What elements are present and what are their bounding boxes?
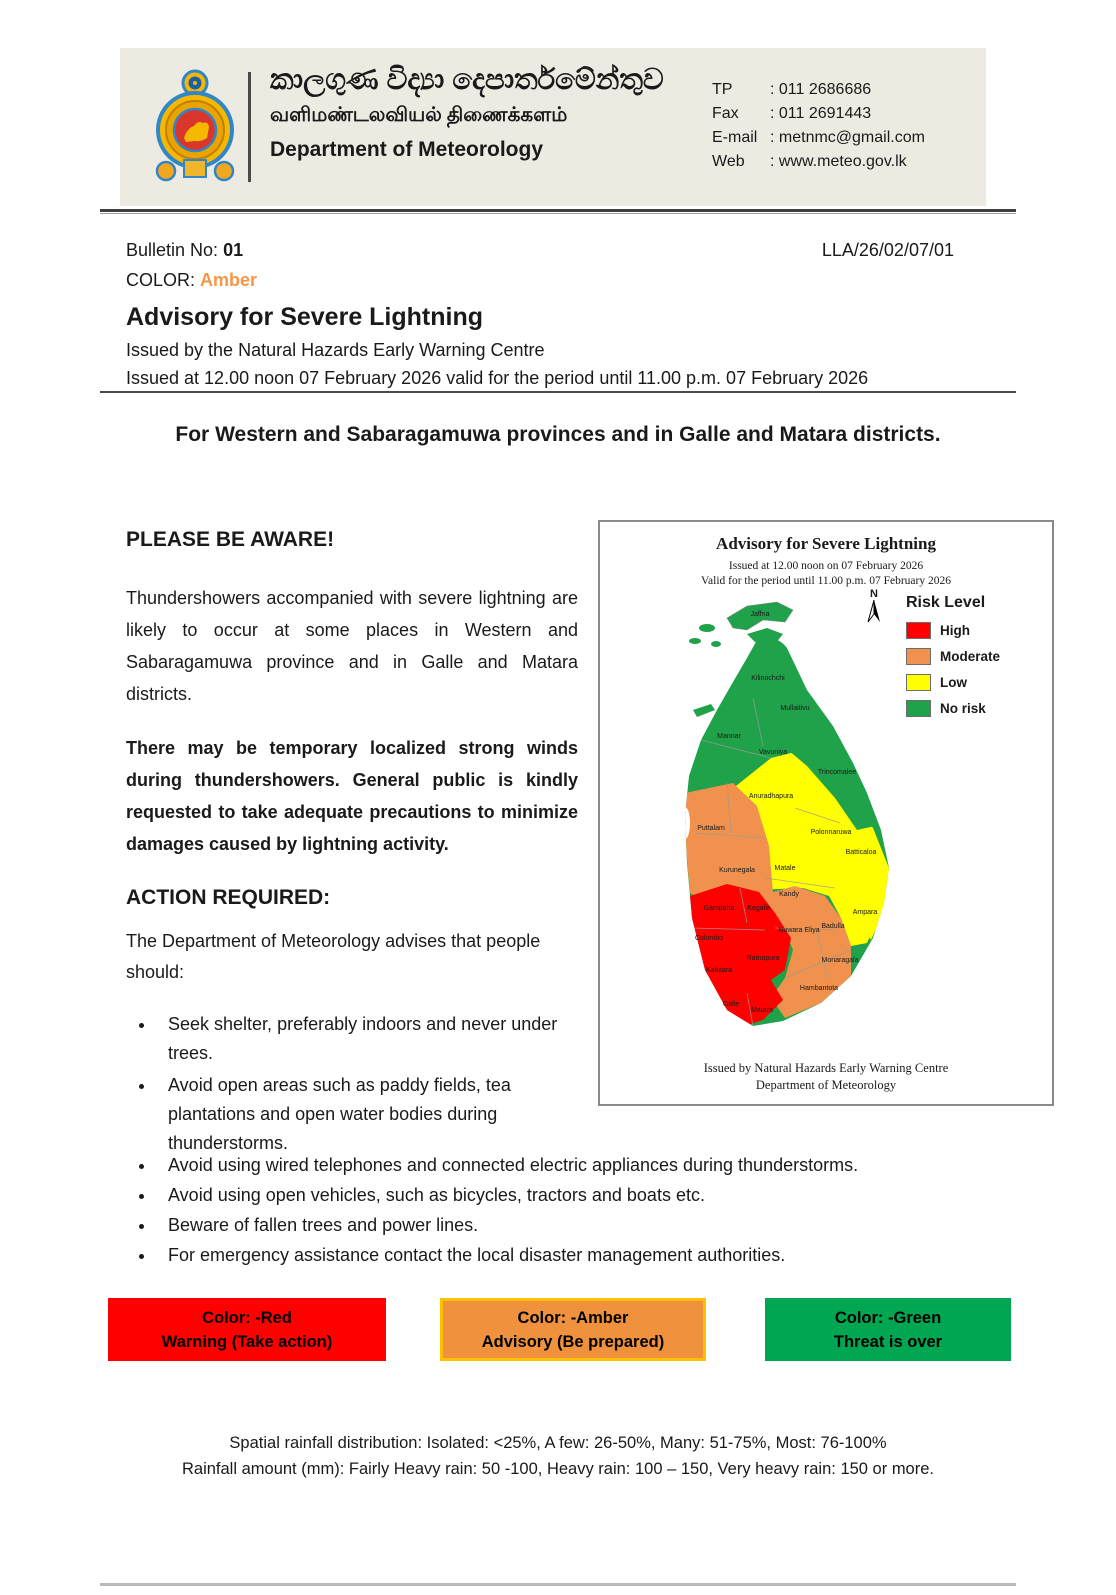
svg-text:Mullaitivu: Mullaitivu [780, 705, 810, 712]
amber-box-line2: Advisory (Be prepared) [481, 1332, 665, 1351]
risk-map-panel [598, 520, 1054, 1106]
advisory-title: Advisory for Severe Lightning [126, 303, 484, 331]
aware-paragraph-2: There may be temporary localized strong winds during thundershowers. General public is kindly requested to take adequate precautions to minimize damages caused by lightning activity. [126, 738, 578, 854]
red-box-line2: Warning (Take action) [161, 1332, 333, 1351]
red-box-line1: Color: -Red [202, 1308, 292, 1327]
action-heading: ACTION REQUIRED: [126, 886, 331, 909]
amber-box-line1: Color: -Amber [517, 1308, 629, 1327]
svg-text:Vavuniya: Vavuniya [758, 749, 788, 756]
svg-text:Gampaha: Gampaha [703, 905, 735, 912]
map-issued-line1: Issued at 12.00 noon on 07 February 2026 [728, 560, 924, 572]
sri-lanka-emblem-logo [154, 68, 236, 186]
svg-text:Mannar: Mannar [717, 733, 741, 740]
svg-text:Kegalle: Kegalle [747, 905, 771, 912]
red-warning-box [108, 1298, 386, 1361]
green-box-line2: Threat is over [833, 1332, 943, 1351]
web-value: : www.meteo.gov.lk [770, 153, 907, 170]
bullet-item: • Avoid open areas such as paddy fields, tea plantations and open water bodies during thunderstorms. [156, 1071, 578, 1158]
svg-text:Nuwara Eliya: Nuwara Eliya [778, 927, 820, 934]
sri-lanka-risk-map [630, 578, 960, 1048]
high-label: High [940, 623, 970, 638]
section-rule [100, 391, 1016, 393]
letterhead [120, 48, 986, 206]
aware-heading: PLEASE BE AWARE! [126, 528, 335, 551]
legend-title: Risk Level [906, 594, 986, 611]
color-value: Amber [200, 270, 258, 290]
bottom-rule [100, 1583, 1016, 1586]
svg-text:Kilinochchi: Kilinochchi [751, 675, 785, 682]
dept-title-tamil: வளிமண்டலவியல் திணைக்களம் [270, 104, 568, 127]
svg-text:Kandy: Kandy [779, 891, 799, 898]
map-issued-line2: Valid for the period until 11.00 p.m. 07 February 2026 [701, 575, 951, 587]
action-bullets-narrow [126, 1010, 578, 1158]
headline: For Western and Sabaragamuwa provinces and in Galle and Matara districts. [175, 423, 941, 446]
bullet-item: • Beware of fallen trees and power lines. [156, 1210, 998, 1240]
bullet-item: • Avoid using open vehicles, such as bicycles, tractors and boats etc. [156, 1180, 998, 1210]
green-threat-over-box [765, 1298, 1011, 1361]
bulletin-reference: LLA/26/02/07/01 [821, 240, 954, 260]
svg-text:Galle: Galle [722, 1001, 740, 1008]
bullet-item: • For emergency assistance contact the local disaster management authorities. [156, 1240, 998, 1270]
contact-block [712, 78, 980, 174]
svg-text:Matale: Matale [774, 865, 796, 872]
issued-by: Issued by the Natural Hazards Early Warning Centre [126, 340, 545, 360]
issued-at: Issued at 12.00 noon 07 February 2026 valid for the period until 11.00 p.m. 07 February 2026 [126, 368, 869, 388]
bullet-item: • Avoid using wired telephones and connected electric appliances during thunderstorms. [156, 1150, 998, 1180]
bulletin-block [126, 240, 990, 389]
low-label: Low [940, 675, 967, 690]
svg-text:Puttalam: Puttalam [697, 825, 725, 832]
svg-text:Anuradhapura: Anuradhapura [748, 793, 794, 800]
north-label: N [870, 588, 878, 600]
dept-title-sinhala: කාලගුණ විද්‍යා දෙපාර්තමේන්තුව [270, 64, 664, 96]
tp-label: TP [712, 81, 733, 98]
header-divider [248, 72, 251, 182]
svg-text:Colombo: Colombo [694, 935, 724, 942]
moderate-label: Moderate [940, 649, 1001, 664]
bulletin-no-label: Bulletin No: [126, 240, 224, 260]
email-label: E-mail [712, 129, 758, 146]
map-caption-line2: Department of Meteorology [755, 1078, 897, 1092]
body-column [126, 528, 578, 1161]
amber-advisory-box [440, 1298, 706, 1361]
map-caption [600, 1060, 1052, 1094]
footnote-line2: Rainfall amount (mm): Fairly Heavy rain: 50 -100, Heavy rain: 100 – 150, Very heavy rain: 150 or more. [181, 1460, 934, 1478]
footnote-line1: Spatial rainfall distribution: Isolated: <25%, A few: 26-50%, Many: 51-75%, Most: 76-100% [229, 1434, 887, 1452]
svg-text:Batticaloa: Batticaloa [845, 849, 877, 856]
svg-text:Polonnaruwa: Polonnaruwa [810, 829, 852, 836]
norisk-label: No risk [940, 701, 986, 716]
bullet-item: • Seek shelter, preferably indoors and never under trees. [156, 1010, 578, 1068]
green-box-line1: Color: -Green [834, 1308, 942, 1327]
aware-paragraph-1: Thundershowers accompanied with severe lightning are likely to occur at some places in Western and Sabaragamuwa province and in Galle and Matara districts. [126, 588, 578, 704]
svg-text:Jaffna: Jaffna [750, 611, 770, 618]
svg-text:Hambantota: Hambantota [799, 985, 839, 992]
svg-text:Kalutara: Kalutara [705, 967, 733, 974]
web-label: Web [712, 153, 745, 170]
map-caption-line1: Issued by Natural Hazards Early Warning Centre [703, 1061, 949, 1075]
bulletin-no-value: 01 [223, 240, 244, 260]
svg-text:Ampara: Ampara [852, 909, 878, 916]
rainfall-footnote [100, 1430, 1016, 1482]
tp-value: : 011 2686686 [770, 81, 872, 98]
svg-text:Matara: Matara [751, 1007, 773, 1014]
svg-text:Badulla: Badulla [821, 923, 845, 930]
header-rule [100, 209, 1016, 212]
svg-text:Ratnapura: Ratnapura [746, 955, 780, 962]
color-label: COLOR: [126, 270, 201, 290]
svg-text:Monaragala: Monaragala [821, 957, 859, 964]
svg-text:Trincomalee: Trincomalee [817, 769, 857, 776]
email-value: : metnmc@gmail.com [770, 129, 925, 146]
dept-title-english: Department of Meteorology [270, 138, 544, 162]
svg-text:Kurunegala: Kurunegala [719, 867, 755, 874]
action-bullets-wide [126, 1150, 998, 1270]
action-intro: The Department of Meteorology advises that people should: [126, 931, 541, 982]
map-title: Advisory for Severe Lightning [716, 534, 936, 553]
fax-value: : 011 2691443 [770, 105, 872, 122]
fax-label: Fax [712, 105, 739, 122]
